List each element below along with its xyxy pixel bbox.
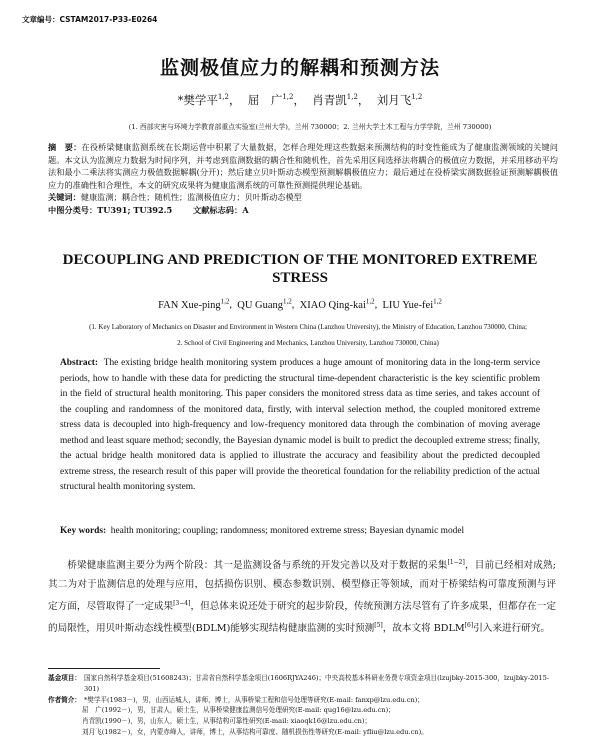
english-affiliation	[28, 319, 588, 351]
footnotes	[48, 673, 558, 738]
author-bio-4: 刘月飞(1982－)，女，内蒙赤峰人，讲师，博士，从事结构可靠度、随机损伤性等研究(E-mail: yfliu@lzu.edu.cn)。	[82, 727, 428, 736]
citation-4: [6]	[464, 621, 474, 629]
fund-label: 基金项目：	[48, 674, 81, 682]
body-text-3: ，但总体来说还处于研究的起步阶段，传统预测方法尽管有了许多成果，但都存在一定的局限性，用贝叶斯动态线性模型(BDLM)能够实现结构健康监测的实时预测	[48, 600, 557, 634]
citation-1: [1−2]	[447, 559, 465, 566]
chinese-title: 监测极值应力的解耦和预测方法	[159, 57, 440, 79]
english-affiliation-1: (1. Key Laboratory of Mechanics on Disaster and Environment in Western China (Lanzhou University), the Ministry of Education, Lanzhou 730000, China;	[89, 323, 527, 331]
chinese-abstract-label: 摘 要：	[48, 142, 82, 152]
en-author-1: FAN Xue-ping$^{1,2}$	[158, 297, 230, 311]
english-title: DECOUPLING AND PREDICTION OF THE MONITORED EXTREME STRESS	[62, 252, 538, 286]
clc-value: TU391; TU392.5	[97, 204, 173, 215]
english-abstract-label: Abstract:	[60, 358, 99, 368]
body-text-4: ，故本文将 BDLM	[382, 622, 465, 634]
chinese-keywords	[48, 191, 558, 204]
footnote-divider	[48, 668, 160, 669]
chinese-keywords-text: 健康监测；耦合性；随机性；监测极值应力；贝叶斯动态模型	[80, 192, 302, 202]
chinese-abstract-block	[48, 141, 558, 216]
cn-author-1: *樊学平$^{1,2}$	[177, 93, 230, 107]
english-keywords-label: Key words:	[60, 526, 107, 536]
english-abstract-text: The existing bridge health monitoring system produces a huge amount of monitoring data in the long-term service periods, how to handle with these data for predicting the structural time-dependent characteristic is the key scientific problem in the field of structural health monitoring. This paper considers the monitored stress data as time series, and takes account of the coupling and randomness of the monitored data, firstly, with interval selection method, the coupled monitored extreme stress data is decoupled into high-frequency and low-frequency monitored data through the combination of moving average method and least square method; secondly, the Bayesian dynamic model is built to predict the decoupled extreme stress; finally, the actual bridge health monitored data is applied to illustrate the accuracy and feasibility about the predicted decoupled extreme stress, the research result of this paper will provide the theoretical foundation for the reliability prediction of the actual structural health monitoring system.	[60, 358, 540, 492]
body-text-5: 引入来进行研究。	[473, 622, 550, 634]
english-affiliation-2: 2. School of Civil Engineering and Mechanics, Lanzhou University, Lanzhou 730000, China)	[177, 339, 439, 347]
author-bio-note	[48, 695, 558, 706]
doc-code-label: 文献标志码：	[193, 204, 243, 215]
citation-2: [3−4]	[173, 599, 191, 607]
body-paragraph	[48, 554, 556, 639]
author-bio-3: 肖青凯(1990－)，男，山东人，硕士生，从事结构可靠性研究(E-mail: xiaoqk16@lzu.edu.cn)；	[82, 717, 372, 726]
fund-text: 国家自然科学基金项目(51608243)；甘肃省自然科学基金项目(1606RJYA246)；中央高校基本科研业务费专项资金项目(lzujbky-2015-300，lzujbky-2015-301)	[83, 674, 549, 693]
citation-3: [5]	[374, 621, 383, 629]
clc-label: 中图分类号：	[48, 204, 98, 215]
cn-author-3: 肖青凯$^{1,2}$	[312, 93, 358, 107]
chinese-abstract-text: 在役桥梁健康监测系统在长期运营中积累了大量数据，怎样合理处理这些数据来预测结构的时变性能成为了健康监测领域的关键问题。本文认为监测应力数据为时间序列，并考虑到监测数据的耦合性和随机性，首先采用区间选择法将耦合的极值应力数据，并采用移动平均法和最小二乘法将实测应力极值数据解耦(分开)；然后建立贝叶斯动态模型预测解耦极值应力；最后通过在役桥梁实测数据验证预测解耦极值应力的准确性和合理性，本文的研究成果将为健康监测系统的可靠性预测提供理论基础。	[48, 142, 558, 190]
chinese-authors: *樊学平$^{1,2}$， 屈 广$^{1,2}$， 肖青凯$^{1,2}$， 刘月飞$^{1,2}$	[177, 93, 423, 107]
english-keywords	[60, 526, 540, 536]
english-authors: FAN Xue-ping$^{1,2}$, QU Guang$^{1,2}$, XIAO Qing-kai$^{1,2}$, LIU Yue-fei$^{1,2}$	[158, 297, 442, 311]
chinese-abstract	[48, 141, 558, 191]
cn-author-2: 屈 广$^{1,2}$	[247, 93, 294, 107]
author-bio-label: 作者简介：	[48, 695, 81, 704]
author-bio-1: *樊学平(1983－)，男，山西运城人，讲师，博士，从事桥梁工程和信号处理等研究(E-mail: fanxp@lzu.edu.cn)；	[83, 695, 424, 704]
article-number: 文章编号：CSTAM2017-P33-E0264	[22, 15, 158, 24]
fund-note	[48, 673, 558, 695]
en-author-4: LIU Yue-fei$^{1,2}$	[382, 297, 442, 311]
author-bio-2: 屈 广(1992－)，男，甘肃人，硕士生，从事桥梁健康监测信号处理研究(E-mail: qug16@lzu.edu.cn)；	[82, 706, 395, 715]
cn-author-4: 刘月飞$^{1,2}$	[376, 93, 423, 107]
english-abstract	[60, 356, 540, 496]
en-author-3: XIAO Qing-kai$^{1,2}$	[299, 297, 375, 311]
body-text-2: ，目前已经相对成熟;其二为对于监测信息的处理与应用，包括损伤识别、模态参数识别、模型修正等领域，而对于桥梁结构可靠度预测与评定方面，尽管取得了一定成果	[48, 560, 556, 612]
body-text-1: 桥梁健康监测主要分为两个阶段：其一是监测设备与系统的开发完善以及对于数据的采集	[67, 560, 448, 572]
classification-line	[48, 204, 558, 217]
doc-code-value: A	[242, 204, 249, 215]
chinese-keywords-label: 关键词：	[48, 192, 81, 202]
chinese-affiliation: (1. 西部灾害与环境力学教育部重点实验室(兰州大学)，兰州 730000；2. 兰州大学土木工程与力学学院，兰州 730000)	[128, 123, 492, 131]
english-keywords-text: health monitoring; coupling; randomness; monitored extreme stress; Bayesian dynamic model	[110, 526, 465, 536]
en-author-2: QU Guang$^{1,2}$	[237, 297, 292, 311]
